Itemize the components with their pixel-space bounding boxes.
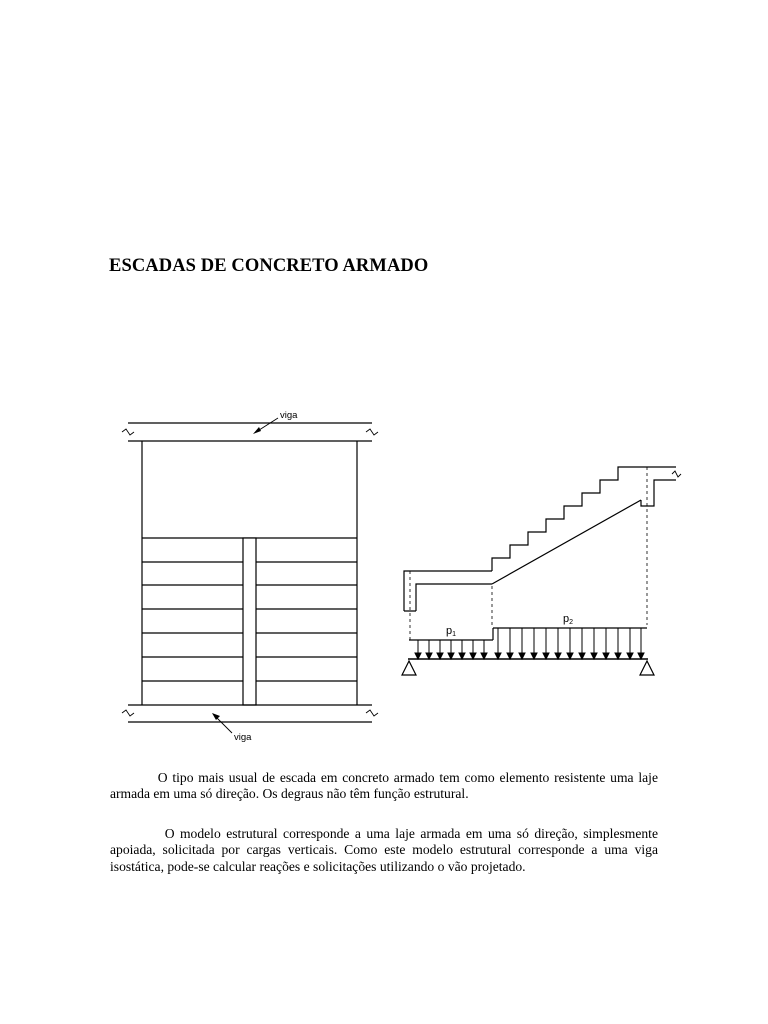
break-mark bbox=[366, 710, 378, 716]
plan-view bbox=[122, 418, 378, 733]
upper-landing bbox=[640, 467, 676, 506]
viga-bottom-arrowhead bbox=[212, 713, 220, 720]
viga-bottom-leader bbox=[215, 716, 232, 733]
stair-profile bbox=[492, 467, 640, 571]
load-p2-label: p2 bbox=[563, 613, 574, 626]
slab-underside bbox=[492, 500, 641, 584]
projection-lines bbox=[410, 467, 647, 640]
load-p1-label: p1 bbox=[446, 625, 457, 638]
break-mark bbox=[122, 429, 134, 435]
page-title: ESCADAS DE CONCRETO ARMADO bbox=[109, 256, 429, 276]
break-mark bbox=[122, 710, 134, 716]
viga-top-label: viga bbox=[280, 410, 298, 421]
load-arrows-p1 bbox=[415, 640, 487, 659]
lower-landing bbox=[404, 571, 492, 611]
paragraph-1: O tipo mais usual de escada em concreto armado tem como elemento resistente uma laje armada em uma só direção. Os degraus não têm função estrutural. bbox=[110, 770, 658, 802]
paragraph-2: O modelo estrutural corresponde a uma laje armada em uma só direção, simplesmente apoiada, solicitada por cargas verticais. Como este modelo estrutural corresponde a uma viga isostática, pode-se calcular reações e solicitações utilizando o vão projetado. bbox=[110, 826, 658, 874]
break-mark bbox=[672, 471, 681, 477]
break-mark bbox=[366, 429, 378, 435]
central-divider bbox=[243, 538, 256, 705]
load-arrows-p2 bbox=[495, 628, 644, 659]
left-support bbox=[402, 661, 416, 675]
right-support bbox=[640, 661, 654, 675]
viga-bottom-label: viga bbox=[234, 732, 252, 743]
viga-top-arrowhead bbox=[253, 427, 261, 434]
